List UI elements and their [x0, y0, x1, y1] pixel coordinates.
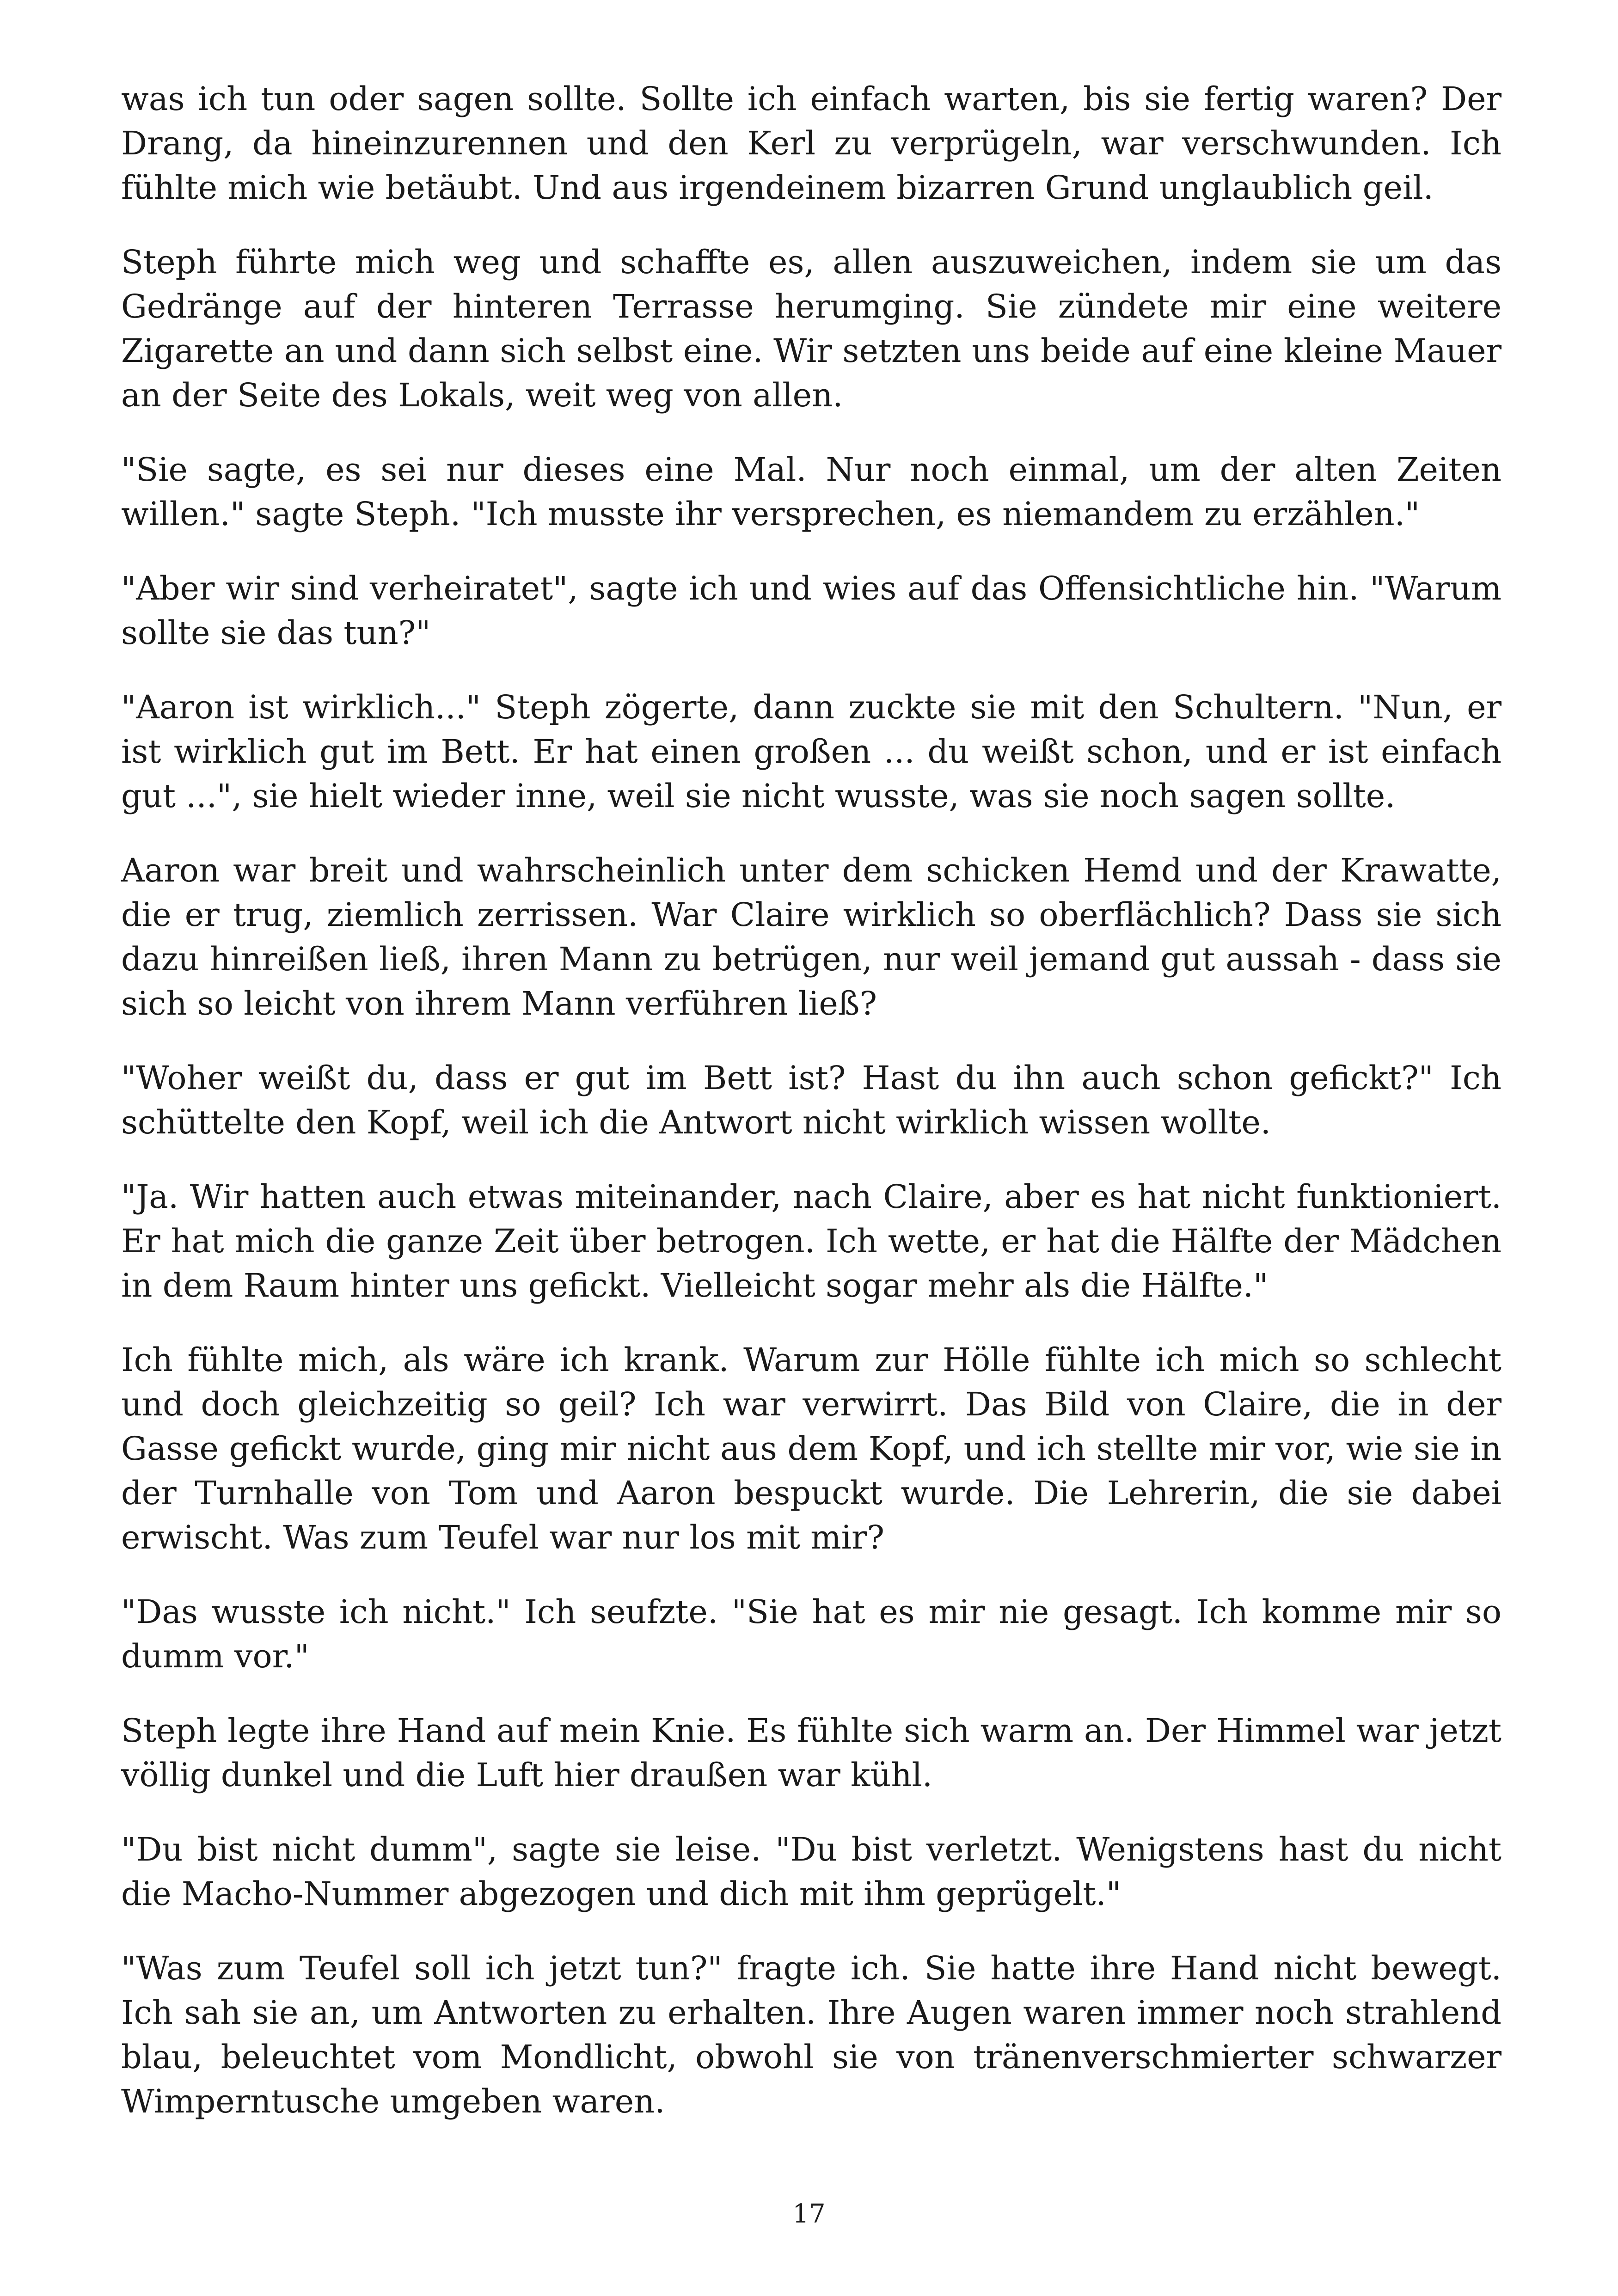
paragraph: "Sie sagte, es sei nur dieses eine Mal. Nur noch einmal, um der alten Zeiten willen." sagte Steph. "Ich musste ihr versprechen, es niemandem zu erzählen."	[121, 451, 1502, 533]
paragraph: Steph legte ihre Hand auf mein Knie. Es fühlte sich warm an. Der Himmel war jetzt völlig dunkel und die Luft hier draußen war kühl.	[121, 1712, 1502, 1794]
paragraph: Steph führte mich weg und schaffte es, allen auszuweichen, indem sie um das Gedränge auf der hinteren Terrasse herumging. Sie zündete mir eine weitere Zigarette an und dann sich selbst eine. Wir setzten uns beide auf eine kleine Mauer an der Seite des Lokals, weit weg von allen.	[121, 243, 1502, 414]
paragraph: Ich fühlte mich, als wäre ich krank. Warum zur Hölle fühlte ich mich so schlecht und doch gleichzeitig so geil? Ich war verwirrt. Das Bild von Claire, die in der Gasse gefickt wurde, ging mir nicht aus dem Kopf, und ich stellte mir vor, wie sie in der Turnhalle von Tom und Aaron bespuckt wurde. Die Lehrerin, die sie dabei erwischt. Was zum Teufel war nur los mit mir?	[121, 1341, 1502, 1556]
paragraph: "Das wusste ich nicht." Ich seufzte. "Sie hat es mir nie gesagt. Ich komme mir so dumm vor."	[121, 1593, 1502, 1675]
paragraph: "Ja. Wir hatten auch etwas miteinander, nach Claire, aber es hat nicht funktioniert. Er hat mich die ganze Zeit über betrogen. Ich wette, er hat die Hälfte der Mädchen in dem Raum hinter uns gefickt. Vielleicht sogar mehr als die Hälfte."	[121, 1178, 1502, 1304]
paragraph: "Was zum Teufel soll ich jetzt tun?" fragte ich. Sie hatte ihre Hand nicht bewegt. Ich sah sie an, um Antworten zu erhalten. Ihre Augen waren immer noch strahlend blau, beleuchtet vom Mondlicht, obwohl sie von tränenverschmierter schwarzer Wimperntusche umgeben waren.	[121, 1949, 1502, 2120]
paragraph: "Woher weißt du, dass er gut im Bett ist? Hast du ihn auch schon gefickt?" Ich schüttelte den Kopf, weil ich die Antwort nicht wirklich wissen wollte.	[121, 1059, 1502, 1141]
body-text	[121, 77, 1502, 2124]
paragraph: Aaron war breit und wahrscheinlich unter dem schicken Hemd und der Krawatte, die er trug, ziemlich zerrissen. War Claire wirklich so oberflächlich? Dass sie sich dazu hinreißen ließ, ihren Mann zu betrügen, nur weil jemand gut aussah - dass sie sich so leicht von ihrem Mann verführen ließ?	[121, 851, 1502, 1022]
page-number: 17	[792, 2199, 826, 2229]
paragraph: "Aber wir sind verheiratet", sagte ich und wies auf das Offensichtliche hin. "Warum sollte sie das tun?"	[121, 569, 1502, 652]
paragraph: "Du bist nicht dumm", sagte sie leise. "Du bist verletzt. Wenigstens hast du nicht die Macho-Nummer abgezogen und dich mit ihm geprügelt."	[121, 1831, 1502, 1913]
paragraph: "Aaron ist wirklich..." Steph zögerte, dann zuckte sie mit den Schultern. "Nun, er ist wirklich gut im Bett. Er hat einen großen ... du weißt schon, und er ist einfach gut ...", sie hielt wieder inne, weil sie nicht wusste, was sie noch sagen sollte.	[121, 688, 1502, 815]
paragraph: was ich tun oder sagen sollte. Sollte ich einfach warten, bis sie fertig waren? Der Drang, da hineinzurennen und den Kerl zu verprügeln, war verschwunden. Ich fühlte mich wie betäubt. Und aus irgendeinem bizarren Grund unglaublich geil.	[121, 80, 1502, 207]
